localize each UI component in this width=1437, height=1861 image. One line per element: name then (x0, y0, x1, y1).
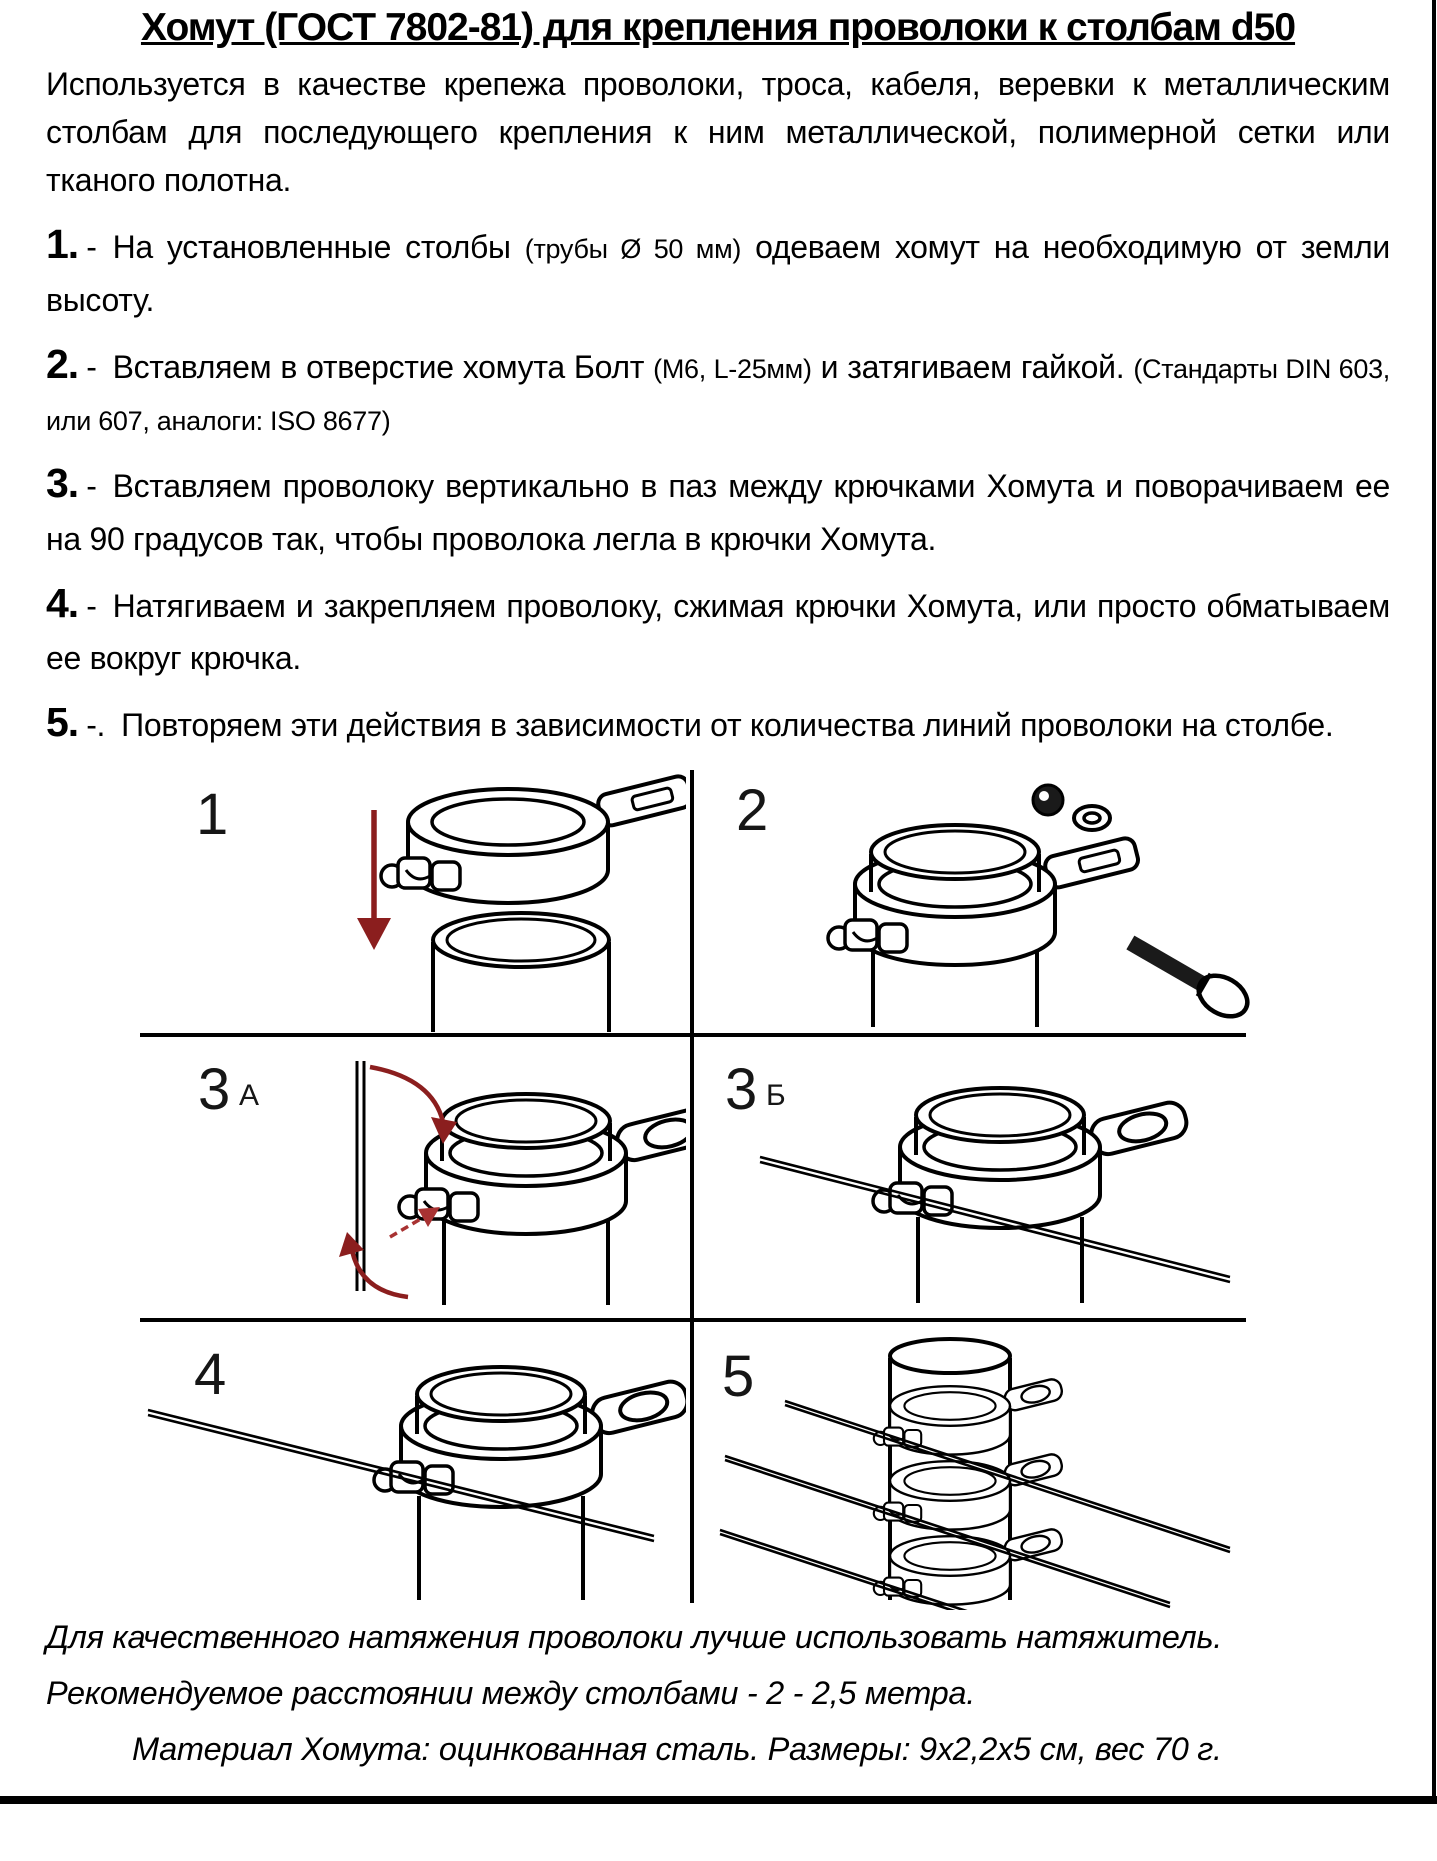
panel-label-1 (196, 782, 237, 847)
step-separator: - (86, 348, 97, 385)
divider-horizontal-1 (140, 1033, 1246, 1037)
step-number: 2. (46, 340, 79, 387)
step-text-small: (Стандарты DIN 603, или 607, аналоги: ISO 8677) (46, 353, 1390, 436)
step-number: 4. (46, 579, 79, 626)
illustration-step-5 (700, 1324, 1260, 1610)
step-number: 5. (46, 699, 79, 745)
step-paragraph-4 (46, 573, 1390, 683)
figure-grid (0, 758, 1437, 1614)
illustration-step-1 (106, 772, 686, 1032)
panel-label-4 (194, 1342, 235, 1407)
panel-label-main: 3 (198, 1057, 230, 1122)
panel-label-main: 5 (722, 1344, 754, 1409)
footer-notes (46, 1610, 1390, 1778)
illustration-step-3a (106, 1039, 686, 1316)
step-text: Натягиваем и закрепляем проволоку, сжимая крючки Хомута, или просто обматываем ее вокруг крючка. (46, 587, 1390, 676)
panel-label-main: 4 (194, 1342, 226, 1407)
divider-vertical (690, 770, 694, 1603)
illustration-step-4 (106, 1324, 686, 1610)
step-text-small: (М6, L-25мм) (653, 353, 812, 384)
step-text: Вставляем проволоку вертикально в паз между крючками Хомута и поворачиваем ее на 90 градусов так, чтобы проволока легла в крючки Хомута. (46, 468, 1390, 557)
step-text: Повторяем эти действия в зависимости от количества линий проволоки на столбе. (121, 707, 1334, 743)
step-text: и затягиваем гайкой. (811, 348, 1134, 385)
step-separator: - (86, 229, 97, 265)
step-paragraph-2 (46, 334, 1390, 444)
page-border-bottom (0, 1796, 1437, 1804)
step-number: 1. (46, 221, 79, 267)
divider-horizontal-2 (140, 1318, 1246, 1322)
panel-label-main: 2 (736, 778, 768, 843)
document-body (46, 6, 1390, 754)
step-number: 3. (46, 460, 79, 506)
panel-label-sub: Б (765, 1079, 786, 1112)
step-separator: - (86, 587, 97, 624)
intro-paragraph: Используется в качестве крепежа проволоки, троса, кабеля, веревки к металлическим столбам для последующего крепления к ним металлической, полимерной сетки или тканого полотна. (46, 66, 1390, 198)
panel-label-3b (725, 1057, 786, 1122)
footer-note-2: Рекомендуемое расстоянии между столбами - 2 - 2,5 метра. (46, 1674, 975, 1711)
footer-note-3: Материал Хомута: оцинкованная сталь. Размеры: 9х2,2х5 см, вес 70 г. (132, 1730, 1222, 1767)
step-paragraph-1 (46, 214, 1390, 324)
panel-label-2 (736, 778, 777, 843)
step-text: На установленные столбы (112, 229, 525, 265)
step-text-small: (трубы Ø 50 мм) (524, 234, 742, 264)
panel-label-main: 3 (725, 1057, 757, 1122)
footer-note-1: Для качественного натяжения проволоки лучше использовать натяжитель. (46, 1619, 1222, 1655)
step-paragraph-3 (46, 453, 1390, 563)
step-separator: - (86, 468, 97, 504)
page-title: Хомут (ГОСТ 7802-81) для крепления проволоки к столбам d50 (140, 6, 1296, 49)
illustration-step-2 (700, 772, 1260, 1032)
panel-label-5 (722, 1344, 763, 1409)
step-text: Вставляем в отверстие хомута Болт (112, 348, 654, 385)
panel-label-main: 1 (196, 782, 228, 847)
step-paragraph-5 (46, 692, 1390, 754)
panel-label-3a (198, 1057, 259, 1122)
step-separator: -. (86, 707, 106, 743)
step-text: одеваем хомут на необходимую от земли высоту. (46, 229, 1390, 318)
panel-label-sub: А (238, 1079, 259, 1112)
